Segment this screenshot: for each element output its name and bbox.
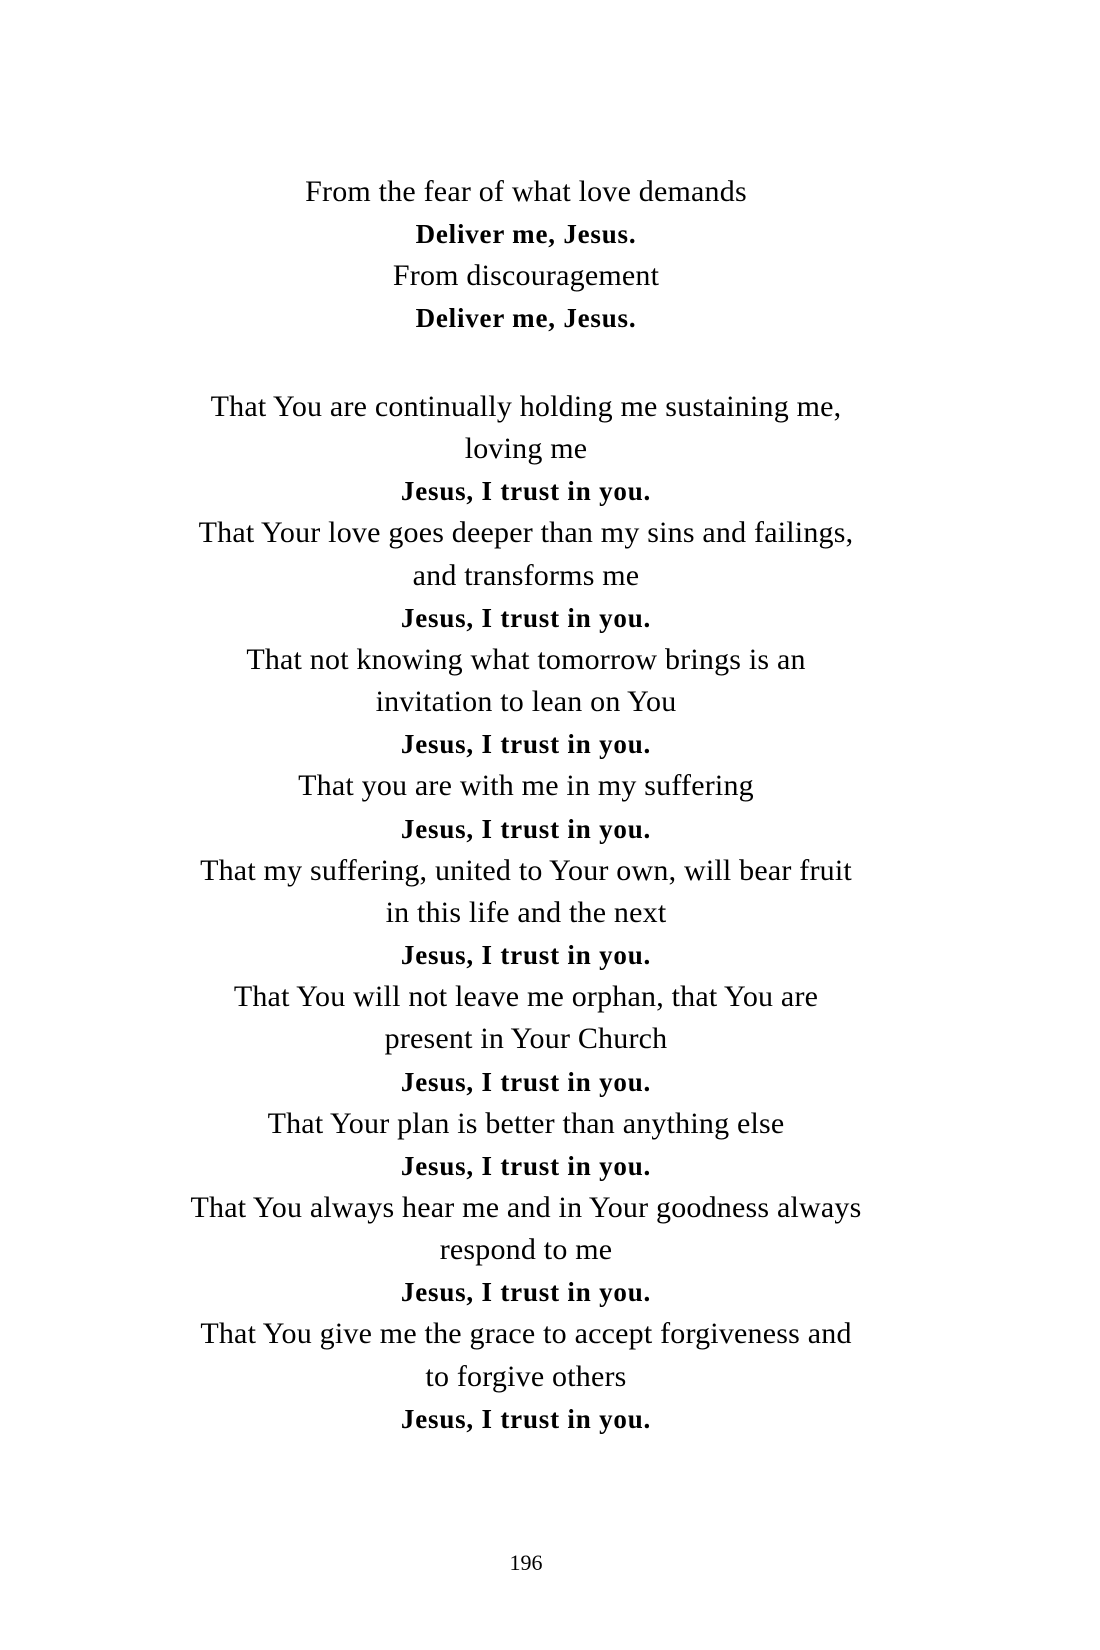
litany-response: Jesus, I trust in you. <box>400 1403 652 1434</box>
litany-petition: That You are continually holding me sustaining me, <box>210 390 842 423</box>
litany-petition: That not knowing what tomorrow brings is an <box>246 642 806 676</box>
litany-petition: That Your love goes deeper than my sins and failings, <box>198 516 854 550</box>
litany-petition-continued: invitation to lean on You <box>375 685 677 719</box>
litany-petition: That You give me the grace to accept forgiveness and <box>200 1317 852 1351</box>
litany-response: Jesus, I trust in you. <box>400 729 652 760</box>
litany-petition: That my suffering, united to Your own, will bear fruit <box>200 853 852 887</box>
litany-petition: That Your plan is better than anything else <box>267 1106 785 1140</box>
litany-response: Jesus, I trust in you. <box>400 476 652 507</box>
litany-response: Jesus, I trust in you. <box>400 940 652 971</box>
litany-petition-continued: and transforms me <box>412 558 640 592</box>
litany-response: Jesus, I trust in you. <box>400 813 652 844</box>
litany-petition: That You will not leave me orphan, that You are <box>233 980 819 1014</box>
page-number: 196 <box>509 1550 543 1575</box>
litany-petition-continued: present in Your Church <box>384 1022 668 1056</box>
litany-response: Deliver me, Jesus. <box>415 303 637 334</box>
litany-petition: From discouragement <box>392 259 660 293</box>
litany-response: Jesus, I trust in you. <box>400 602 652 633</box>
litany-petition-continued: in this life and the next <box>385 895 667 929</box>
litany-response: Jesus, I trust in you. <box>400 1066 652 1097</box>
litany-response: Jesus, I trust in you. <box>400 1150 652 1181</box>
litany-petition-continued: to forgive others <box>425 1359 627 1393</box>
litany-petition: That you are with me in my suffering <box>298 769 754 803</box>
litany-response: Deliver me, Jesus. <box>415 219 637 250</box>
litany-stanza-deliver <box>126 171 926 340</box>
litany-response: Jesus, I trust in you. <box>400 1277 652 1308</box>
litany-petition-continued: loving me <box>464 432 588 466</box>
litany-stanza-trust <box>126 386 926 1440</box>
litany-petition-continued: respond to me <box>439 1233 613 1267</box>
litany-petition: That You always hear me and in Your goodness always <box>190 1190 862 1224</box>
litany-petition: From the fear of what love demands <box>305 175 747 208</box>
